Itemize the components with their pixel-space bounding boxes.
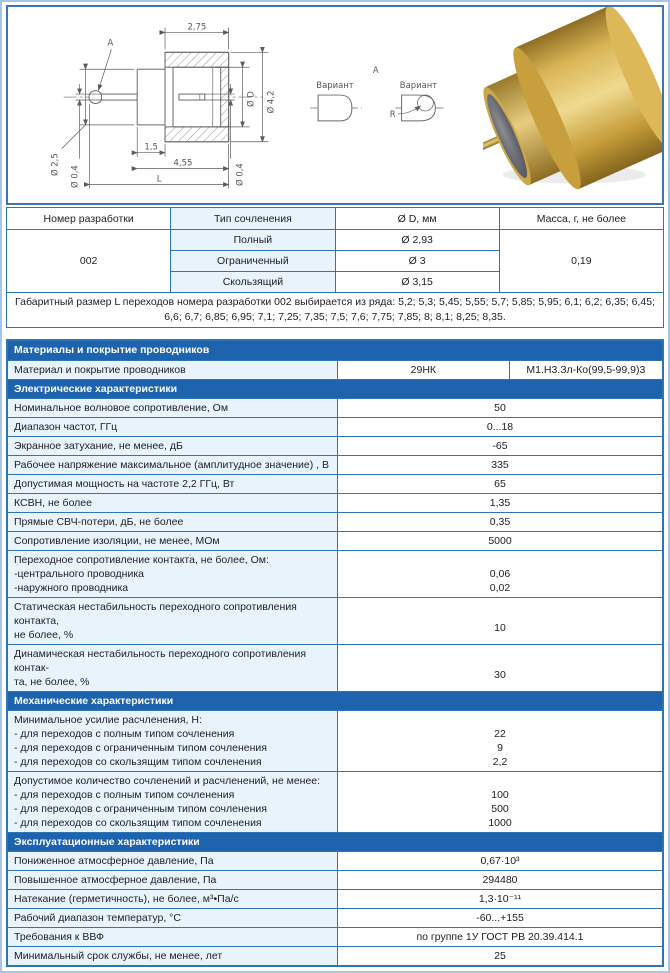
char-row (8, 870, 662, 889)
char-label-text: Диапазон частот, ГГц (14, 421, 118, 433)
char-line (340, 607, 660, 621)
char-line: -наружного проводника (14, 582, 129, 594)
col-header-dev-number: Номер разработки (7, 208, 171, 230)
char-line: Статическая нестабильность переходного сопротивления контакта, (14, 601, 297, 627)
dim-len-small: 1,5 (144, 141, 158, 152)
dim-pin-left: Ø 0,4 (69, 165, 80, 188)
char-label (8, 532, 338, 550)
char-value (338, 494, 662, 512)
char-line: 0,06 (489, 568, 511, 580)
char-label-text: Натекание (герметичность), не более, м³•Па/с (14, 893, 239, 905)
char-value-text: 50 (494, 402, 506, 414)
char-value-text: 0,67·10³ (480, 855, 520, 867)
dim-top-width: 2,75 (187, 21, 207, 32)
char-value-text: 335 (491, 459, 509, 471)
technical-drawing-box (6, 5, 664, 205)
char-label (8, 551, 338, 597)
col-header-mass: Масса, г, не более (499, 208, 663, 230)
char-label-text: КСВН, не более (14, 497, 92, 509)
char-line: - для переходов с ограниченным типом сочленения (14, 742, 267, 754)
char-line (340, 774, 660, 788)
dim-d-small: Ø 2,5 (49, 153, 60, 177)
char-line (340, 713, 660, 727)
char-line: 0,02 (489, 582, 511, 594)
char-label (8, 598, 338, 644)
dimension-note-cell (7, 293, 664, 328)
char-value (338, 645, 662, 691)
char-label (8, 437, 338, 455)
dim-callout-a: A (107, 37, 114, 48)
char-label (8, 418, 338, 436)
char-value-text: по группе 1У ГОСТ РВ 20.39.414.1 (416, 931, 584, 943)
char-row (8, 851, 662, 870)
char-line: - для переходов со скользящим типом сочленения (14, 756, 262, 768)
dimension-note-row (7, 293, 664, 328)
note-line-1: Габаритный размер L переходов номера разработки 002 выбирается из ряда: 5,2; 5,3; 5,45; 5,55; 5,7; 5,85; 5,95; 6,1; 6,2; 6,35; 6,45; (15, 296, 655, 308)
char-value-coating: М1.Н3.Зл-Ко(99,5-99,9)3 (526, 364, 646, 376)
variant-radius-label: R (389, 108, 396, 119)
char-section-header: Электрические характеристики (8, 379, 662, 398)
char-line: Допустимое количество сочленений и расчленений, не менее: (14, 775, 321, 787)
char-value-text: -60...+155 (476, 912, 524, 924)
char-line: 2,2 (492, 756, 508, 768)
characteristics-table (6, 339, 664, 967)
mass-cell: 0,19 (499, 230, 663, 293)
char-row (8, 644, 662, 691)
char-value-text: -65 (492, 440, 508, 452)
char-row (8, 360, 662, 379)
char-line: - для переходов с полным типом сочленения (14, 789, 235, 801)
char-value (338, 711, 662, 771)
mating-type-cell: Ограниченный (171, 251, 335, 272)
char-line: Динамическая нестабильность переходного сопротивления контак- (14, 648, 307, 674)
dim-len-mid: 4,55 (173, 157, 193, 168)
char-label (8, 909, 338, 927)
char-label-text: Допустимая мощность на частоте 2,2 ГГц, Вт (14, 478, 235, 490)
char-line: 22 (494, 728, 506, 740)
char-value (338, 551, 662, 597)
char-line: та, не более, % (14, 676, 90, 688)
char-line: - для переходов со скользящим типом сочленения (14, 817, 262, 829)
char-value-text: 1,35 (489, 497, 511, 509)
char-label (8, 513, 338, 531)
mating-type-cell: Скользящий (171, 272, 335, 293)
char-section-header: Материалы и покрытие проводников (8, 341, 662, 360)
char-label (8, 645, 338, 691)
char-line (340, 654, 660, 668)
spec-table (6, 207, 664, 328)
char-label-text: Номинальное волновое сопротивление, Ом (14, 402, 229, 414)
char-line: 10 (494, 622, 506, 634)
char-value (338, 772, 662, 832)
diameter-cell: Ø 2,93 (335, 230, 499, 251)
char-value (338, 909, 662, 927)
char-line: не более, % (14, 629, 74, 641)
mating-type-cell: Полный (171, 230, 335, 251)
char-section-header: Эксплуатационные характеристики (8, 832, 662, 851)
char-line: 9 (497, 742, 503, 754)
char-label (8, 947, 338, 965)
char-label (8, 475, 338, 493)
char-label (8, 890, 338, 908)
char-value (338, 928, 662, 946)
char-value-text: 25 (494, 950, 506, 962)
char-label-text: Минимальный срок службы, не менее, лет (14, 950, 223, 962)
char-value (338, 852, 662, 870)
char-line: 100 (491, 789, 509, 801)
char-value (338, 456, 662, 474)
char-label-text: Сопротивление изоляции, не менее, МОм (14, 535, 220, 547)
dev-number-cell: 002 (7, 230, 171, 293)
char-label-text: Материал и покрытие проводников (14, 364, 186, 376)
char-row (8, 455, 662, 474)
char-label (8, 494, 338, 512)
char-label (8, 711, 338, 771)
char-value-text: 65 (494, 478, 506, 490)
char-line: Минимальное усилие расчленения, Н: (14, 714, 202, 726)
dim-d-inner: Ø D (245, 91, 256, 107)
char-split-values (338, 361, 662, 379)
char-value-text: 0,35 (489, 516, 511, 528)
connector-photo (483, 7, 662, 203)
char-row (8, 550, 662, 597)
char-line: - для переходов с полным типом сочленения (14, 728, 235, 740)
dim-d-outer: Ø 4,2 (265, 90, 276, 114)
char-value (338, 437, 662, 455)
variant2-label: Вариант (399, 80, 438, 91)
note-line-2: 6,6; 6,7; 6,85; 6,95; 7,1; 7,25; 7,35; 7,5; 7,6; 7,75; 7,85; 8; 8,1; 8,25; 8,35. (164, 311, 506, 323)
char-row (8, 436, 662, 455)
char-row (8, 493, 662, 512)
char-label (8, 772, 338, 832)
spec-row (7, 230, 664, 251)
section-gap (6, 328, 664, 339)
char-row (8, 597, 662, 644)
char-value (338, 598, 662, 644)
char-line: 500 (491, 803, 509, 815)
char-label (8, 361, 338, 379)
variant-section-label: А (372, 65, 379, 76)
char-row (8, 889, 662, 908)
char-label (8, 928, 338, 946)
char-line: Переходное сопротивление контакта, не более, Ом: (14, 554, 269, 566)
char-label-text: Рабочее напряжение максимальное (амплитудное значение) , В (14, 459, 330, 471)
char-line: - для переходов с ограниченным типом сочленения (14, 803, 267, 815)
spec-header-row (7, 208, 664, 230)
char-label-text: Рабочий диапазон температур, °С (14, 912, 181, 924)
variant1-label: Вариант (316, 80, 354, 91)
char-line (340, 553, 660, 567)
char-row (8, 771, 662, 832)
char-value-text: 0...18 (486, 421, 514, 433)
char-row (8, 946, 662, 965)
char-row (8, 927, 662, 946)
char-value (338, 532, 662, 550)
char-row (8, 417, 662, 436)
col-header-mating-type: Тип сочленения (171, 208, 335, 230)
char-section-header: Механические характеристики (8, 691, 662, 710)
diameter-cell: Ø 3 (335, 251, 499, 272)
char-row (8, 531, 662, 550)
char-value (338, 947, 662, 965)
char-label (8, 852, 338, 870)
char-line: 30 (494, 669, 506, 681)
char-row (8, 474, 662, 493)
diameter-cell: Ø 3,15 (335, 272, 499, 293)
char-label (8, 456, 338, 474)
char-label-text: Экранное затухание, не менее, дБ (14, 440, 183, 452)
col-header-diameter: Ø D, мм (335, 208, 499, 230)
char-line: -центрального проводника (14, 568, 144, 580)
char-row (8, 512, 662, 531)
char-row (8, 908, 662, 927)
char-label (8, 399, 338, 417)
char-label-text: Повышенное атмосферное давление, Па (14, 874, 217, 886)
char-value (338, 890, 662, 908)
char-value-text: 294480 (482, 874, 518, 886)
char-label-text: Прямые СВЧ-потери, дБ, не более (14, 516, 184, 528)
char-label-text: Пониженное атмосферное давление, Па (14, 855, 214, 867)
char-line: 1000 (488, 817, 512, 829)
char-value-text: 5000 (488, 535, 512, 547)
char-value-text: 1,3·10⁻¹¹ (478, 893, 522, 905)
dim-len-total: L (156, 173, 162, 184)
char-value (338, 871, 662, 889)
dim-pin-right: Ø 0,4 (234, 163, 245, 186)
char-value-material: 29НК (338, 361, 510, 379)
char-label-text: Требования к ВВФ (14, 931, 104, 943)
char-row (8, 398, 662, 417)
char-value (338, 513, 662, 531)
char-value (338, 418, 662, 436)
char-value (338, 399, 662, 417)
char-value (338, 475, 662, 493)
char-row (8, 710, 662, 771)
connector-section-drawing (8, 7, 483, 203)
char-label (8, 871, 338, 889)
